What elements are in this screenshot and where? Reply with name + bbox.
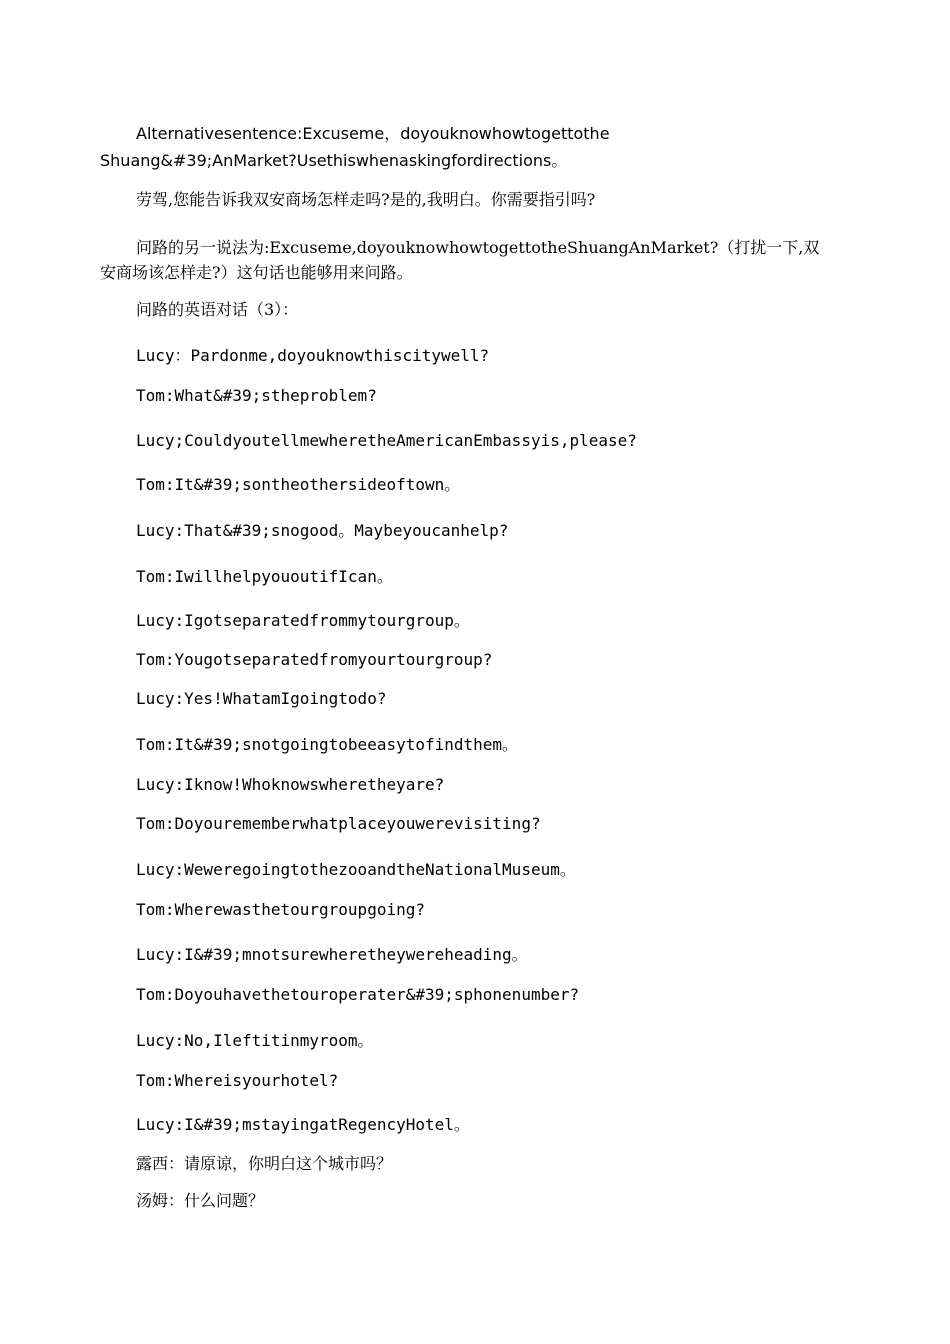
dialogue-line: Tom:What&#39;stheproblem?	[136, 386, 377, 405]
dialogue-line: Tom:Doyourememberwhatplaceyouwerevisiting?	[136, 814, 541, 833]
chinese-translation: 劳驾,您能告诉我双安商场怎样走吗?是的,我明白。你需要指引吗?	[136, 190, 596, 209]
dialogue-line: Tom:It&#39;snotgoingtobeeasytofindthem。	[136, 735, 519, 754]
dialogue-line: Lucy;CouldyoutellmewheretheAmericanEmbassyis,please?	[136, 431, 637, 450]
dialogue-line: Tom:Yougotseparatedfromyourtourgroup?	[136, 650, 493, 669]
dialogue-line: Tom:It&#39;sontheothersideoftown。	[136, 475, 461, 494]
dialogue-line: Lucy:Yes!WhatamIgoingtodo?	[136, 689, 387, 708]
dialogue-line: Lucy:Igotseparatedfrommytourgroup。	[136, 611, 470, 630]
dialogue-line: Lucy:I&#39;mstayingatRegencyHotel。	[136, 1115, 470, 1134]
dialogue-line: Lucy:No,Ileftitinmyroom。	[136, 1031, 374, 1050]
section-heading: 问路的英语对话（3）：	[136, 300, 299, 319]
dialogue-line: Tom:Doyouhavethetouroperater&#39;sphonenumber?	[136, 985, 580, 1004]
dialogue-line: Lucy：Pardonme,doyouknowthiscitywell?	[136, 346, 490, 365]
dialogue-line: Lucy:That&#39;snogood。Maybeyoucanhelp?	[136, 521, 509, 540]
chinese-dialogue-line: 汤姆：什么问题？	[136, 1191, 265, 1210]
dialogue-line: Tom:Wherewasthetourgroupgoing?	[136, 900, 425, 919]
dialogue-line: Lucy:I&#39;mnotsurewheretheywereheading。	[136, 945, 528, 964]
dialogue-line: Tom:Whereisyourhotel?	[136, 1071, 339, 1090]
dialogue-line: Lucy:WeweregoingtothezooandtheNationalMuseum。	[136, 860, 576, 879]
alternative-explanation: 问路的另一说法为:Excuseme,doyouknowhowtogettotheShuangAnMarket?（打扰一下,双安商场该怎样走?）这句话也能够用来问路。	[100, 238, 820, 282]
dialogue-line: Lucy:Iknow!Whoknowswheretheyare?	[136, 775, 445, 794]
alt-sentence-line-2: Shuang&#39;AnMarket?Usethiswhenaskingfordirections。	[100, 151, 568, 170]
alt-sentence-line-1: Alternativesentence:Excuseme，doyouknowhowtogettothe	[136, 124, 610, 143]
chinese-dialogue-line: 露西：请原谅，你明白这个城市吗？	[136, 1154, 393, 1173]
dialogue-line: Tom:IwillhelpyououtifIcan。	[136, 567, 393, 586]
